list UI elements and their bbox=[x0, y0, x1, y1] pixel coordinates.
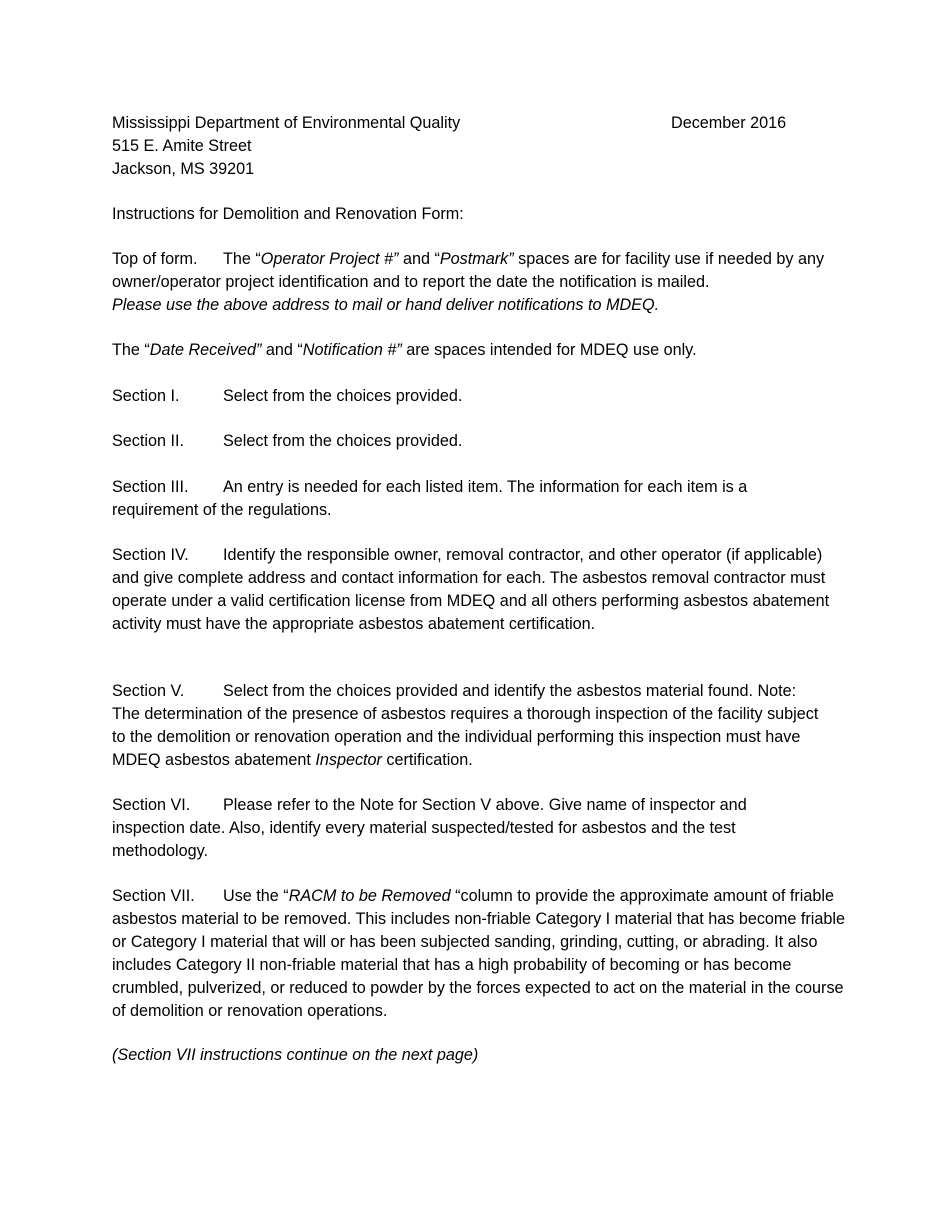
section-3-label: Section III. bbox=[112, 478, 189, 496]
street-address: 515 E. Amite Street bbox=[112, 137, 252, 155]
section-6 bbox=[112, 794, 802, 863]
document-date: December 2016 bbox=[671, 114, 787, 132]
section-7-label: Section VII. bbox=[112, 887, 195, 905]
section-4 bbox=[112, 544, 842, 636]
date-received-paragraph: The “Date Received” and “Notification #” are spaces intended for MDEQ use only. bbox=[112, 341, 697, 359]
section-5-label: Section V. bbox=[112, 682, 185, 700]
address-block bbox=[112, 112, 852, 181]
org-name: Mississippi Department of Environmental Quality bbox=[112, 114, 461, 132]
section-1-text: Select from the choices provided. bbox=[223, 387, 463, 405]
top-of-form-label: Top of form. bbox=[112, 250, 198, 268]
section-6-label: Section VI. bbox=[112, 796, 191, 814]
section-3 bbox=[112, 476, 802, 522]
top-of-form-paragraph: Top of form. The “Operator Project #” and “Postmark” spaces are for facility use if needed by any owner/operator project identification and to report the date the notification is mailed. Please use the above address to mail or hand deliver notifications to MDEQ. bbox=[112, 250, 825, 314]
section-4-text: Identify the responsible owner, removal contractor, and other operator (if applicable) and give complete address and contact information for each. The asbestos removal contractor must operate under a valid certification license from MDEQ and all others performing asbestos abatement activity must have the appropriate asbestos abatement certification. bbox=[112, 546, 830, 633]
section-7: Section VII. Use the “RACM to be Removed “column to provide the approximate amount of friable asbestos material to be removed. This includes non-friable Category I material that has become friable or Category I material that will or has been subjected sanding, grinding, cutting, or abrading. It also includes Category II non-friable material that has a high probability of becoming or has become crumbled, pulverized, or reduced to powder by the forces expected to act on the material in the course of demolition or renovation operations. bbox=[112, 887, 846, 1020]
section-1 bbox=[112, 385, 852, 408]
document-title: Instructions for Demolition and Renovation Form: bbox=[112, 205, 464, 223]
section-4-label: Section IV. bbox=[112, 546, 189, 564]
continue-note: (Section VII instructions continue on the next page) bbox=[112, 1046, 479, 1064]
section-1-label: Section I. bbox=[112, 387, 180, 405]
section-6-text: Please refer to the Note for Section V above. Give name of inspector and inspection date. Also, identify every material suspected/tested for asbestos and the test methodology. bbox=[112, 796, 747, 860]
mail-note: Please use the above address to mail or hand deliver notifications to MDEQ. bbox=[112, 296, 660, 314]
city-address: Jackson, MS 39201 bbox=[112, 160, 255, 178]
section-5: Section V. Select from the choices provided and identify the asbestos material found. Note: The determination of the presence of asbestos requires a thorough inspection of the facility subject to the demolition or renovation operation and the individual performing this inspection must have MDEQ asbestos abatement Inspector certification. bbox=[112, 682, 819, 769]
section-2-label: Section II. bbox=[112, 432, 184, 450]
section-2-text: Select from the choices provided. bbox=[223, 432, 463, 450]
section-3-text: An entry is needed for each listed item. The information for each item is a requirement of the regulations. bbox=[112, 478, 748, 519]
section-2 bbox=[112, 430, 852, 453]
